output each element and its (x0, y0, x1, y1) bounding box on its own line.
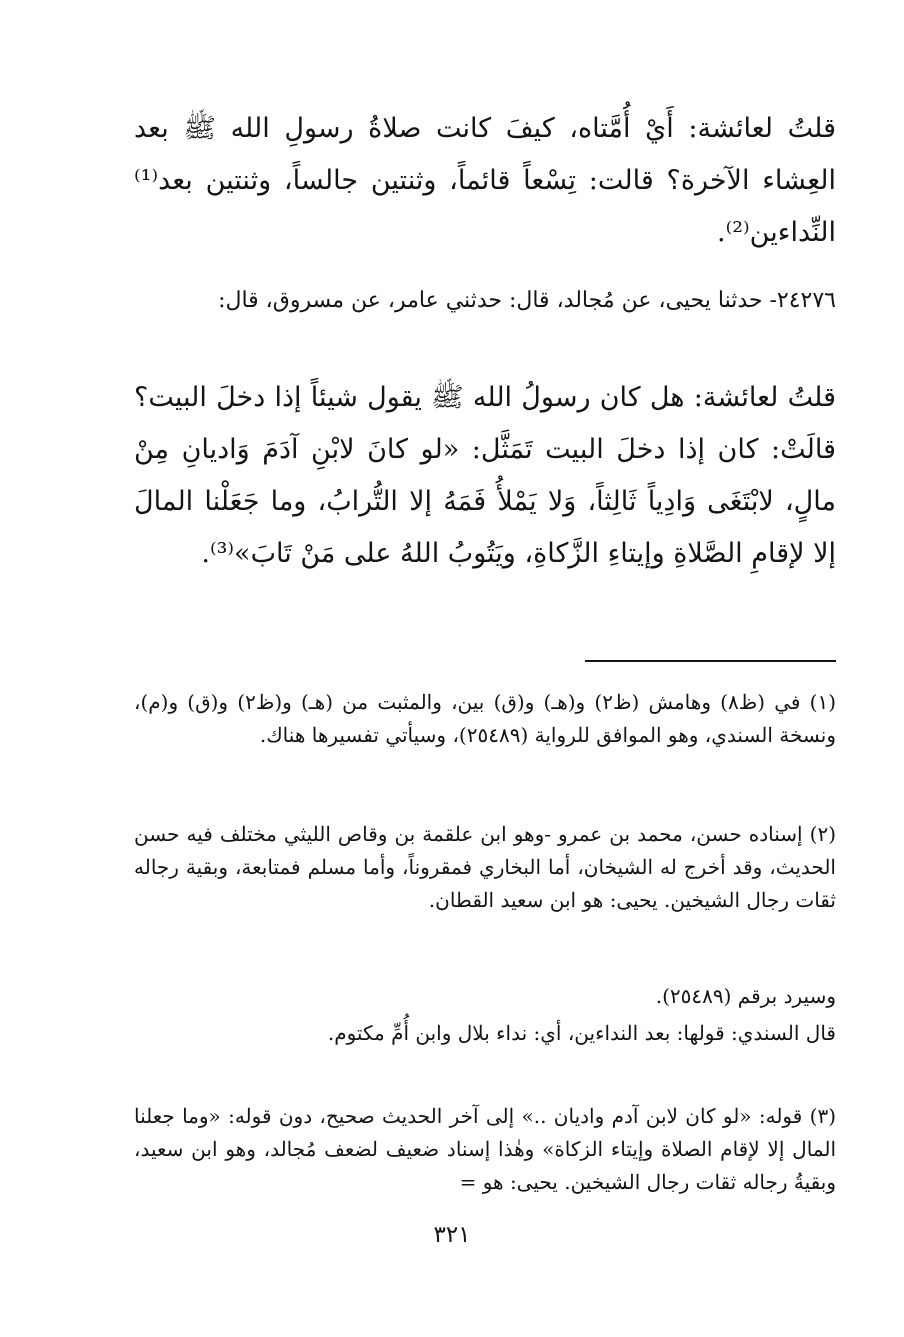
hadith-header: ٢٤٢٧٦- حدثنا يحيى، عن مُجالد، قال: حدثني عامر، عن مسروق، قال: (218, 288, 836, 313)
footnote-2-commentary: قال السندي: قولها: بعد النداءين، أي: نداء بلال وابن أُمِّ مكتوم. (327, 1021, 836, 1045)
footnote-3: (٣) قوله: «لو كان لابن آدم واديان ..» إلى آخر الحديث صحيح، دون قوله: «وما جعلنا المال إلا لإقام الصلاة وإيتاء الزكاة» وهٰذا إسناد ضعيف لضعف مُجالد، وهو ابن سعيد، وبقيةُ رجاله ثقات رجال الشيخين. يحيى: هو = (134, 1104, 836, 1194)
footnote-1: (١) في (ظ٨) وهامش (ظ٢) و(هـ) و(ق) بين، والمثبت من (هـ) و(ظ٢) و(ق) و(م)، ونسخة السندي، وهو الموافق للرواية (٢٥٤٨٩)، وسيأتي تفسيرها هناك. (134, 690, 837, 747)
footnote-separator (585, 660, 836, 662)
page-number: ٣٢١ (433, 1222, 471, 1248)
main-paragraph-2: قلتُ لعائشة: هل كان رسولُ الله ﷺ يقول شيئاً إذا دخلَ البيت؟ قالَتْ: كان إذا دخلَ البيت تَمَثَّل: «لو كانَ لابْنِ آدَمَ وَاديانِ مِنْ مالٍ، لابْتَغَى وَادِياً ثَالِثاً، وَلا يَمْلأُ فَمَهُ إلا التُّرابُ، وما جَعَلْنا المالَ إلا لإقامِ الصَّلاةِ وإيتاءِ الزَّكاةِ، ويَتُوبُ اللهُ على مَنْ تَابَ»⁽³⁾. (134, 382, 836, 569)
main-paragraph-1: قلتُ لعائشة: أَيْ أُمَّتاه، كيفَ كانت صلاةُ رسولِ الله ﷺ بعد العِشاء الآخرة؟ قالت: تِسْعاً قائماً، وثنتين جالساً، وثنتين بعد⁽¹⁾ النِّداءين⁽²⁾. (134, 113, 836, 248)
footnote-2: (٢) إسناده حسن، محمد بن عمرو -وهو ابن علقمة بن وقاص الليثي مختلف فيه حسن الحديث، وقد أخرج له الشيخان، أما البخاري فمقروناً، وأما مسلم فمتابعة، وبقية رجاله ثقات رجال الشيخين. يحيى: هو ابن سعيد القطان. (134, 822, 836, 912)
footnote-2-reference: وسيرد برقم (٢٥٤٨٩). (655, 984, 836, 1008)
